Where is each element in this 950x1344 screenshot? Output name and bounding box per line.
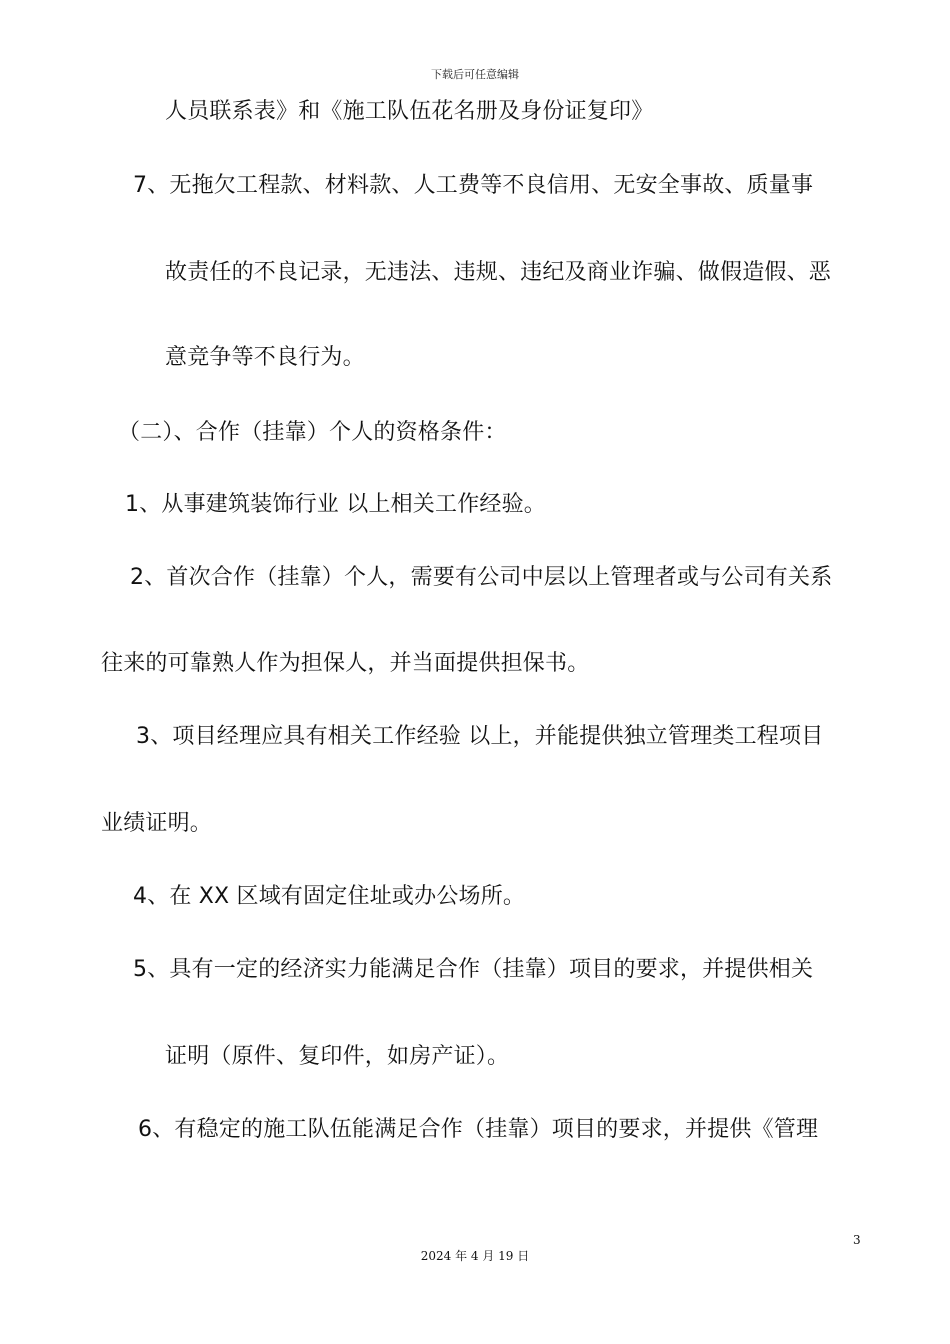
body-line: 业绩证明。 xyxy=(101,811,213,836)
body-line: 4、在 XX 区域有固定住址或办公场所。 xyxy=(133,884,526,909)
section-heading: （二）、合作（挂靠）个人的资格条件： xyxy=(118,420,507,445)
footer-date: 2024 年 4 月 19 日 xyxy=(420,1249,530,1263)
body-line: 人员联系表》和《施工队伍花名册及身份证复印》 xyxy=(165,99,654,124)
body-line: 2、首次合作（挂靠）个人，需要有公司中层以上管理者或与公司有关系 xyxy=(130,565,833,590)
body-line: 5、具有一定的经济实力能满足合作（挂靠）项目的要求，并提供相关 xyxy=(133,957,814,982)
body-line: 1、从事建筑装饰行业 以上相关工作经验。 xyxy=(125,492,546,517)
body-line: 意竞争等不良行为。 xyxy=(165,345,365,370)
body-line: 故责任的不良记录，无违法、违规、违纪及商业诈骗、做假造假、恶 xyxy=(165,260,832,285)
body-line: 往来的可靠熟人作为担保人，并当面提供担保书。 xyxy=(101,651,590,676)
body-line: 证明（原件、复印件，如房产证）。 xyxy=(165,1044,510,1069)
body-line: 3、项目经理应具有相关工作经验 以上，并能提供独立管理类工程项目 xyxy=(136,724,824,749)
body-line: 6、有稳定的施工队伍能满足合作（挂靠）项目的要求，并提供《管理 xyxy=(138,1117,819,1142)
page-header: 下载后可任意编辑 xyxy=(431,68,519,81)
body-line: 7、无拖欠工程款、材料款、人工费等不良信用、无安全事故、质量事 xyxy=(133,173,814,198)
page-number: 3 xyxy=(853,1233,861,1247)
